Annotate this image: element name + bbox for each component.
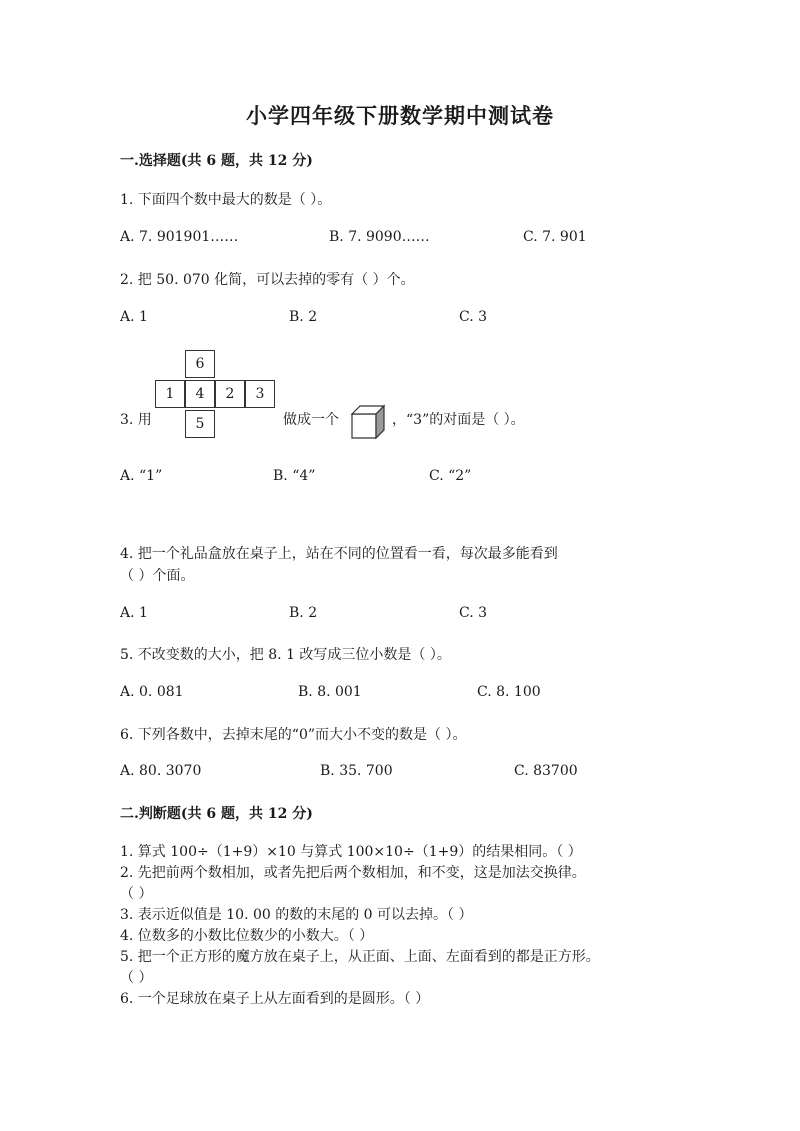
question-1-option-a: A. 7. 901901…… [120, 229, 239, 245]
question-6-option-a: A. 80. 3070 [120, 763, 202, 779]
question-1-option-c: C. 7. 901 [523, 229, 587, 245]
question-3-option-b: B. “4” [273, 468, 316, 484]
question-3-stem-middle: 做成一个 [283, 412, 339, 428]
question-6-option-c: C. 83700 [514, 763, 578, 779]
net-face-row-1: 1 [155, 380, 185, 408]
judgement-line-6: 6. 一个足球放在桌子上从左面看到的是圆形。（ ） [120, 991, 430, 1007]
question-5-option-c: C. 8. 100 [477, 684, 541, 700]
question-4-option-a: A. 1 [120, 605, 148, 621]
judgement-line-3: 3. 表示近似值是 10. 00 的数的末尾的 0 可以去掉。（ ） [120, 907, 473, 923]
question-3-stem-suffix: ，“3”的对面是（ ）。 [392, 412, 525, 428]
cube-net-figure [155, 350, 279, 442]
section-heading-choice: 一.选择题(共 6 题，共 12 分) [120, 153, 313, 169]
cube-icon [350, 404, 386, 440]
question-4-option-b: B. 2 [289, 605, 318, 621]
question-1-stem: 1. 下面四个数中最大的数是（ ）。 [120, 192, 332, 208]
judgement-line-2-answer: （ ） [120, 886, 153, 902]
judgement-line-1: 1. 算式 100÷（1+9）×10 与算式 100×10÷（1+9）的结果相同。（ ） [120, 844, 582, 860]
question-6-stem: 6. 下列各数中，去掉末尾的“0”而大小不变的数是（ ）。 [120, 727, 467, 743]
net-face-top: 6 [185, 350, 215, 378]
judgement-line-4: 4. 位数多的小数比位数少的小数大。（ ） [120, 928, 374, 944]
judgement-line-5-answer: （ ） [120, 970, 153, 986]
question-2-option-a: A. 1 [120, 309, 148, 325]
page-title: 小学四年级下册数学期中测试卷 [246, 103, 554, 128]
question-2-option-b: B. 2 [289, 309, 318, 325]
question-6-option-b: B. 35. 700 [320, 763, 393, 779]
net-face-row-3: 2 [215, 380, 245, 408]
question-4-stem: 4. 把一个礼品盒放在桌子上，站在不同的位置看一看，每次最多能看到 [120, 546, 558, 562]
question-3-stem-prefix: 3. 用 [120, 412, 152, 428]
net-face-bottom: 5 [185, 410, 215, 438]
judgement-line-5: 5. 把一个正方形的魔方放在桌子上，从正面、上面、左面看到的都是正方形。 [120, 949, 600, 965]
question-5-option-a: A. 0. 081 [120, 684, 184, 700]
judgement-line-2: 2. 先把前两个数相加，或者先把后两个数相加，和不变，这是加法交换律。 [120, 865, 586, 881]
question-4-stem-line2: （ ）个面。 [120, 568, 195, 584]
question-3-option-a: A. “1” [120, 468, 163, 484]
question-5-stem: 5. 不改变数的大小，把 8. 1 改写成三位小数是（ ）。 [120, 647, 451, 663]
net-face-row-4: 3 [245, 380, 275, 408]
question-2-option-c: C. 3 [459, 309, 488, 325]
net-face-row-2: 4 [185, 380, 215, 408]
question-3-option-c: C. “2” [429, 468, 472, 484]
question-5-option-b: B. 8. 001 [298, 684, 362, 700]
question-2-stem: 2. 把 50. 070 化简，可以去掉的零有（ ）个。 [120, 272, 415, 288]
question-4-option-c: C. 3 [459, 605, 488, 621]
question-1-option-b: B. 7. 9090…… [329, 229, 430, 245]
section-heading-judgement: 二.判断题(共 6 题，共 12 分) [120, 806, 313, 822]
